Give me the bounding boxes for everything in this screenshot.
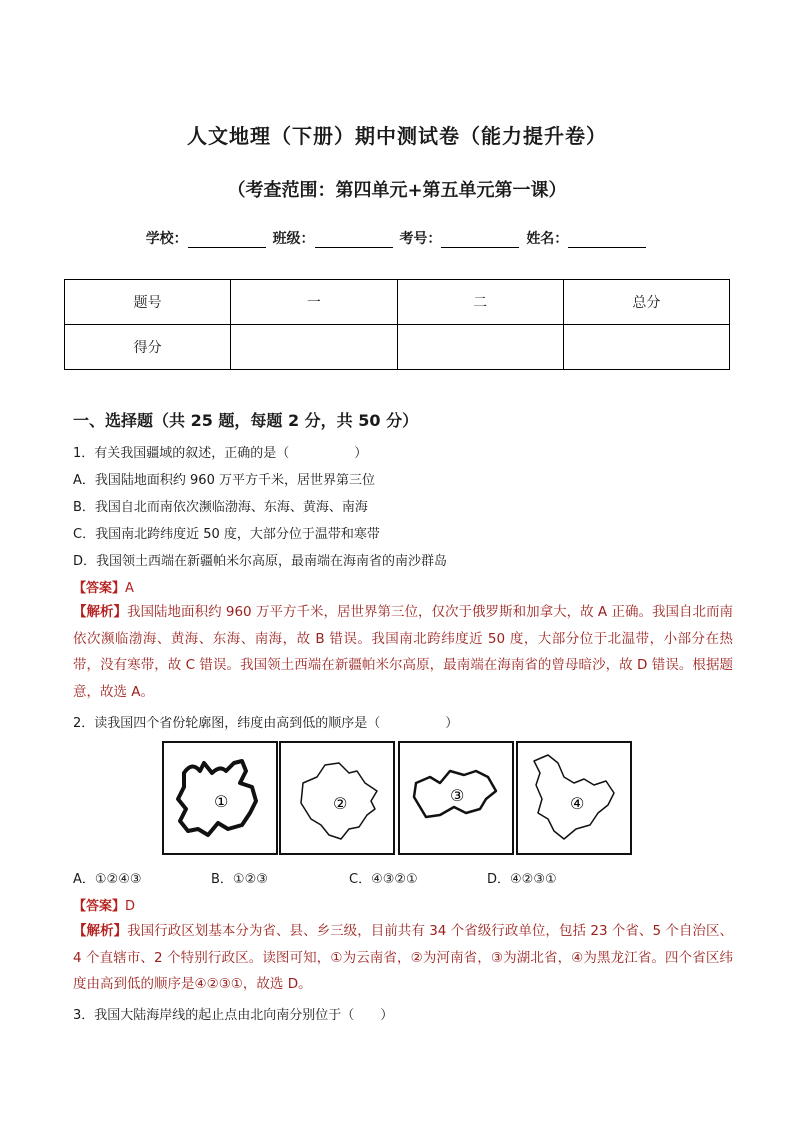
answer-tag: 【答案】 [73, 581, 126, 596]
exam-no-label: 考号： [399, 231, 442, 247]
q1-option-b: B．我国自北而南依次濒临渤海、东海、黄海、南海 [73, 500, 368, 515]
score-cell[interactable] [563, 325, 729, 370]
province-map-3 [398, 741, 514, 855]
score-header-cell: 题号 [65, 280, 231, 325]
q1-answer [73, 577, 134, 596]
q1-option-c: C．我国南北跨纬度近 50 度，大部分位于温带和寒带 [73, 527, 380, 542]
score-row-label: 得分 [65, 325, 231, 370]
score-table-header-row [65, 280, 730, 325]
q2-answer [73, 895, 135, 914]
q1-option-d: D．我国领土西端在新疆帕米尔高原，最南端在海南省的南沙群岛 [73, 554, 448, 569]
q1-stem: 1．有关我国疆域的叙述，正确的是（ ） [73, 446, 368, 461]
score-header-cell: 一 [231, 280, 397, 325]
map-label-3: ③ [450, 786, 465, 805]
analysis-tag: 【解析】 [73, 923, 128, 939]
hubei-outline-icon [400, 743, 512, 853]
q2-option-c: C．④③②① [349, 872, 418, 887]
q2-option-a: A．①②④③ [73, 872, 142, 887]
answer-value: A [125, 581, 134, 596]
province-map-2 [279, 741, 395, 855]
q2-stem: 2．读我国四个省份轮廓图，纬度由高到低的顺序是（ ） [73, 716, 459, 731]
score-table [64, 279, 730, 370]
school-label: 学校： [145, 231, 188, 247]
yunnan-outline-icon [164, 743, 276, 853]
score-cell[interactable] [231, 325, 397, 370]
henan-outline-icon [281, 743, 393, 853]
q2-analysis [73, 918, 733, 998]
score-cell[interactable] [397, 325, 563, 370]
q2-option-d: D．④②③① [487, 872, 557, 887]
province-map-1 [162, 741, 278, 855]
analysis-tag: 【解析】 [73, 604, 128, 620]
score-table-score-row [65, 325, 730, 370]
analysis-text: 我国行政区划基本分为省、县、乡三级，目前共有 34 个省级行政单位，包括 23 个省、5 个自治区、4 个直辖市、2 个特别行政区。读图可知，①为云南省，②为河南省，③为湖北省，④为黑龙江省。四个省区纬度由高到低的顺序是④②③①，故选 D。 [73, 923, 734, 992]
analysis-text: 我国陆地面积约 960 万平方千米，居世界第三位，仅次于俄罗斯和加拿大，故 A 正确。我国自北而南依次濒临渤海、黄海、东海、南海，故 B 错误。我国南北跨纬度近 50 度，大部分位于北温带，小部分在热带，没有寒带，故 C 错误。我国领土西端在新疆帕米尔高原，最南端在海南省的曾母暗沙，故 D 错误。根据题意，故选 A。 [73, 604, 733, 700]
class-blank[interactable] [315, 233, 393, 248]
answer-tag: 【答案】 [73, 899, 126, 914]
section-title: 一、选择题（共 25 题，每题 2 分，共 50 分） [73, 411, 419, 430]
q1-option-a: A．我国陆地面积约 960 万平方千米，居世界第三位 [73, 473, 375, 488]
score-header-cell: 总分 [563, 280, 729, 325]
page-title: 人文地理（下册）期中测试卷（能力提升卷） [187, 124, 607, 148]
map-label-2: ② [333, 794, 348, 813]
q2-option-b: B．①②③ [211, 872, 268, 887]
student-info-row [0, 228, 794, 248]
q3-stem: 3．我国大陆海岸线的起止点由北向南分别位于（ ） [73, 1008, 394, 1023]
province-map-4 [516, 741, 632, 855]
map-label-4: ④ [570, 794, 585, 813]
page-subtitle: （考查范围：第四单元+第五单元第一课） [227, 180, 567, 201]
heilongjiang-outline-icon [518, 743, 630, 853]
exam-no-blank[interactable] [441, 233, 519, 248]
q1-analysis [73, 599, 733, 705]
name-label: 姓名： [526, 231, 569, 247]
q2-options [73, 868, 557, 887]
answer-value: D [125, 899, 136, 914]
name-blank[interactable] [568, 233, 646, 248]
province-outline-maps [162, 741, 632, 853]
score-header-cell: 二 [397, 280, 563, 325]
map-label-1: ① [214, 792, 229, 811]
class-label: 班级： [272, 231, 315, 247]
school-blank[interactable] [188, 233, 266, 248]
